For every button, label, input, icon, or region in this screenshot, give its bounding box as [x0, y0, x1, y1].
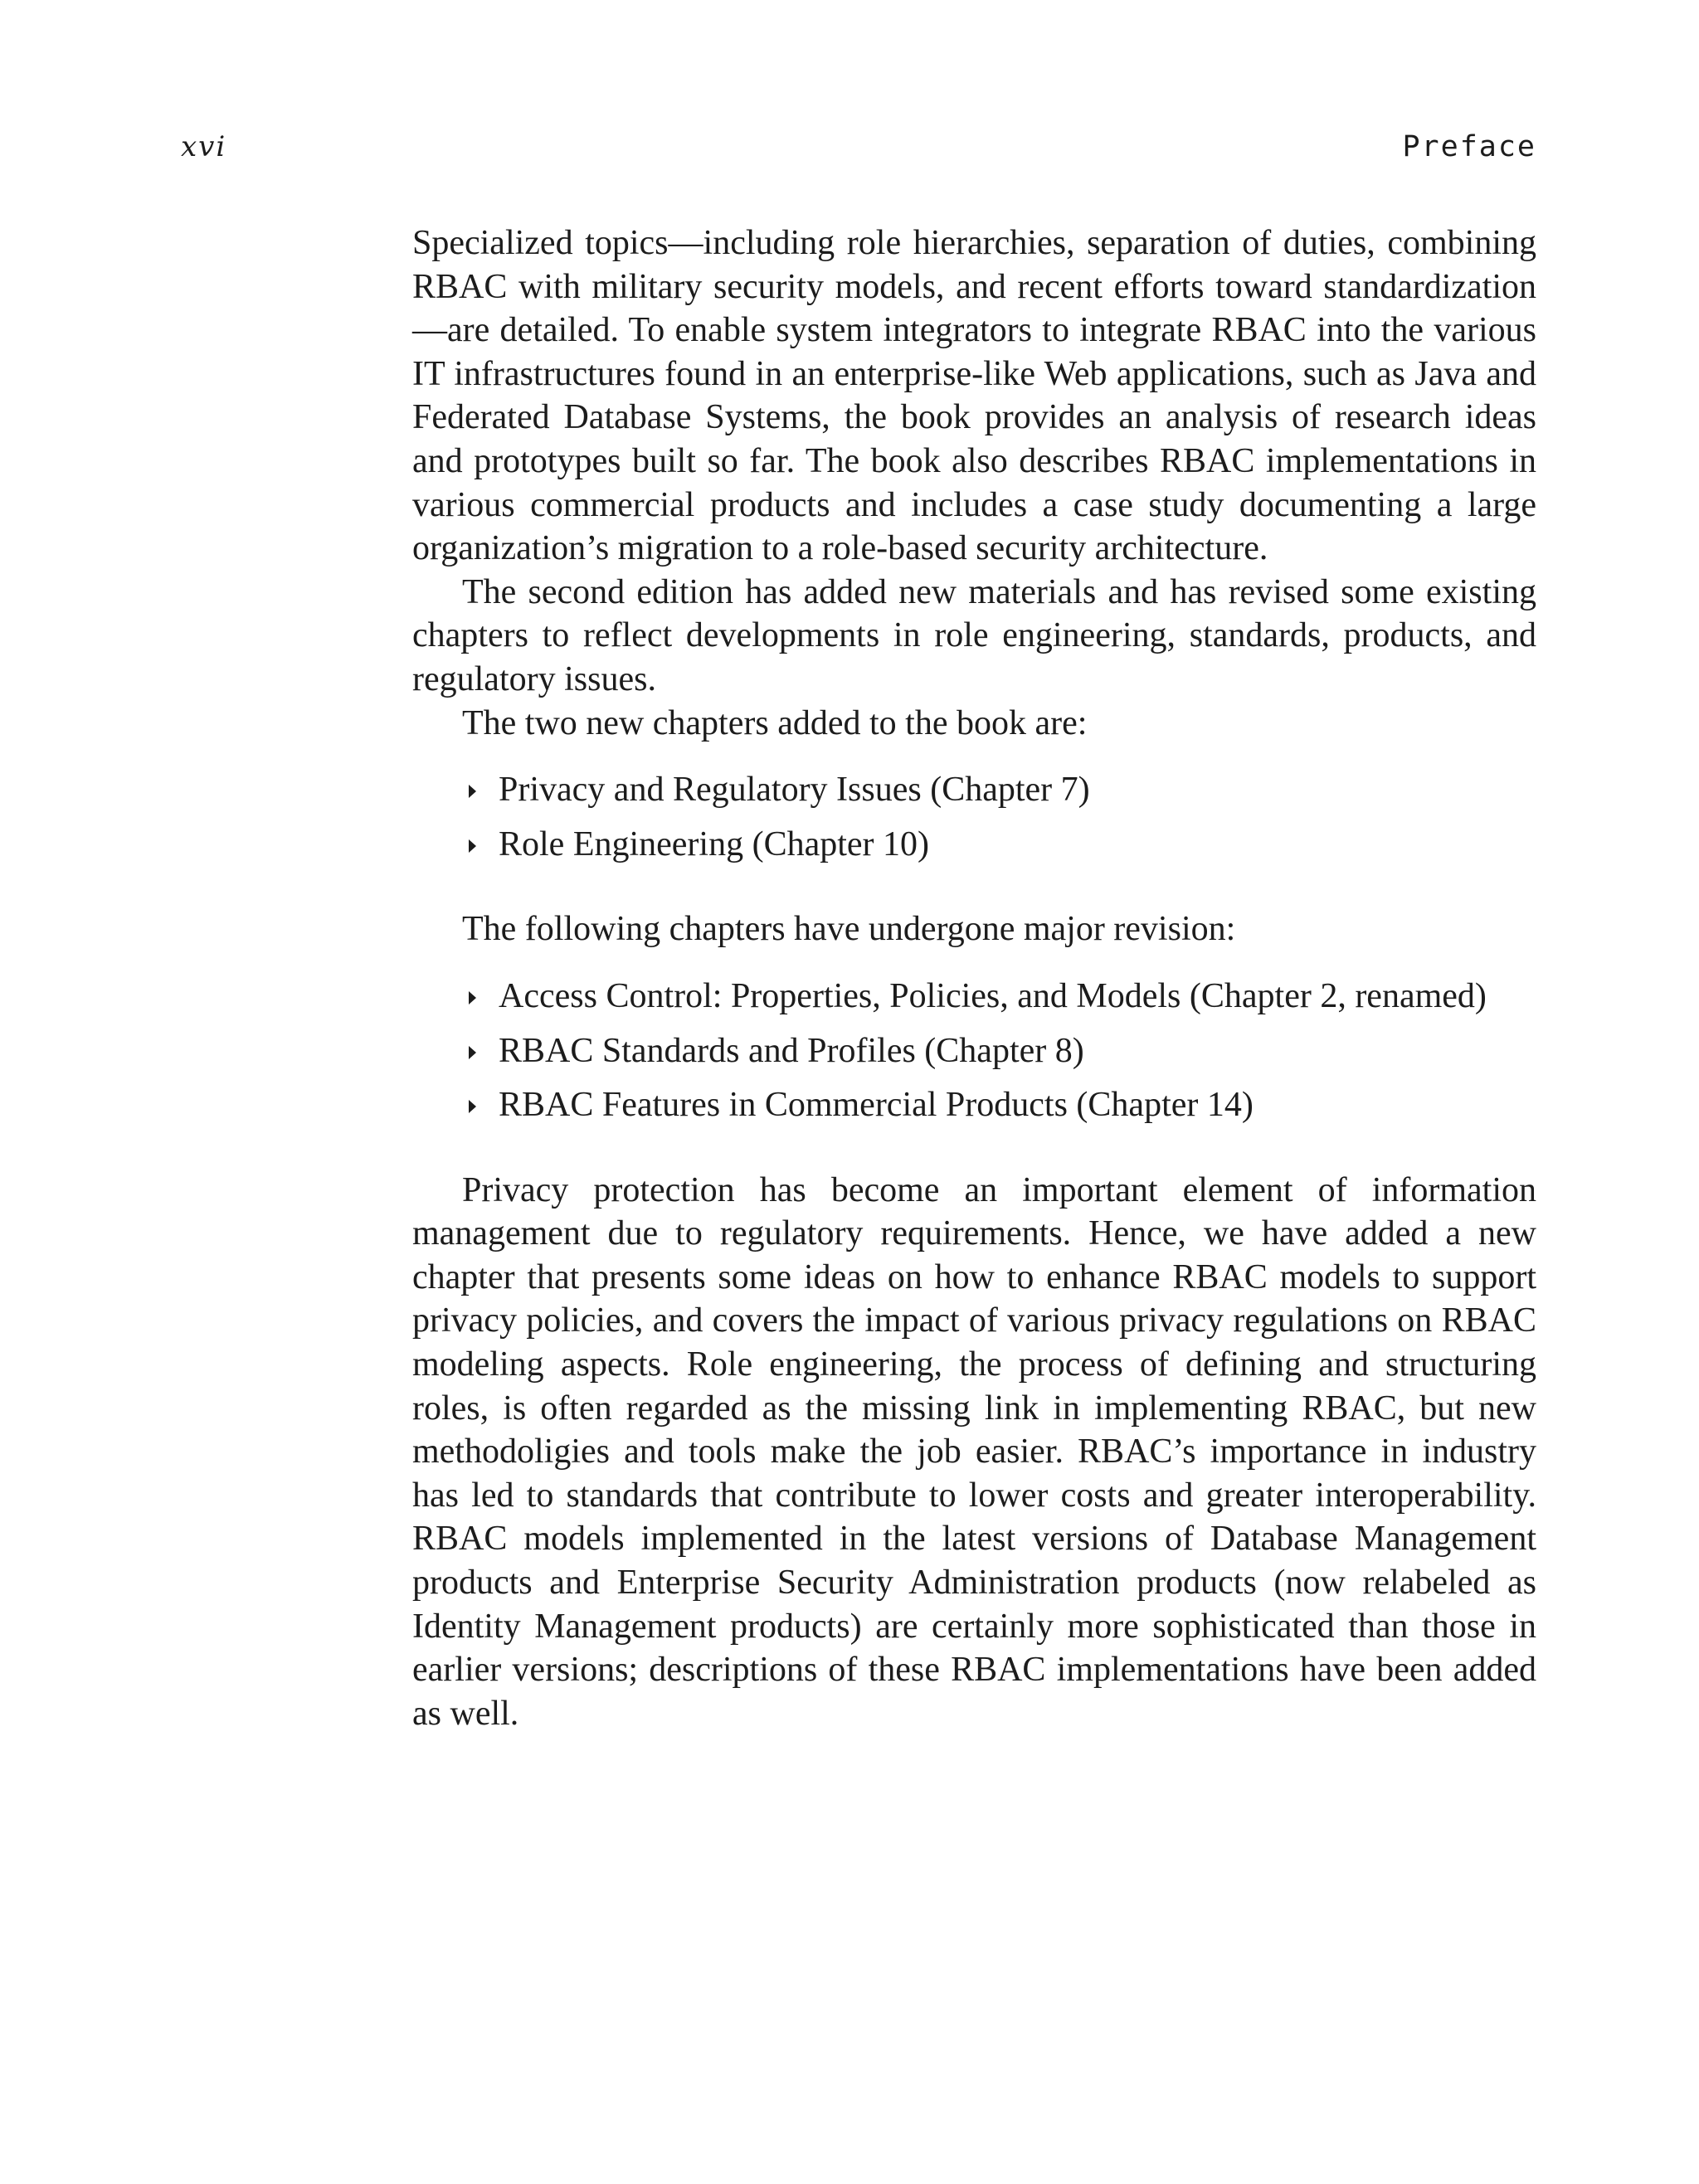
paragraph-privacy-protection: Privacy protection has become an important element of information management due to regulatory requirements. Hence, we have added a new chapter that presents some ideas on how to enhance RBAC models to support privacy policies, and covers the impact of various privacy regulations on RBAC modeling aspects. Role engineering, the process of defining and structuring roles, is often regarded as the missing link in implementing RBAC, but new methodoligies and tools make the job easier. RBAC’s importance in industry has led to standards that contribute to lower costs and greater interoperability. RBAC models implemented in the latest versions of Database Management products and Enterprise Security Administration products (now relabeled as Identity Management products) are certainly more sophisticated than those in earlier versions; descriptions of these RBAC implementations have been added as well.: [412, 1170, 1536, 1733]
list-item: [465, 823, 1536, 867]
list-item-text: RBAC Features in Commercial Products (Chapter 14): [499, 1086, 1254, 1125]
list-item: [465, 1083, 1536, 1127]
triangle-bullet-icon: [469, 785, 476, 798]
running-head: Preface: [1402, 130, 1536, 163]
list-item-text: Privacy and Regulatory Issues (Chapter 7): [499, 771, 1090, 810]
page-number: xvi: [181, 130, 227, 163]
list-item: [465, 975, 1536, 1019]
page-header: [181, 126, 1536, 168]
paragraph-specialized-topics: Specialized topics—including role hierarchies, separation of duties, combining RBAC with military security models, and recent efforts toward standardization—are detailed. To enable system integrators to integrate RBAC into the various IT infrastructures found in an enterprise-like Web applications, such as Java and Federated Database Systems, the book provides an analysis of research ideas and prototypes built so far. The book also describes RBAC implementations in various commercial products and includes a case study documenting a large organization’s migration to a role-based security architecture.: [412, 224, 1536, 568]
revised-chapters-intro: The following chapters have undergone major revision:: [462, 910, 1236, 949]
list-item-text: Access Control: Properties, Policies, and Models (Chapter 2, renamed): [499, 976, 1487, 1015]
list-item: [465, 1029, 1536, 1073]
new-chapters-list: [412, 768, 1536, 866]
triangle-bullet-icon: [469, 1046, 476, 1059]
paragraph-second-edition: The second edition has added new materials and has revised some existing chapters to reflect developments in role engineering, standards, products, and regulatory issues.: [412, 572, 1536, 698]
triangle-bullet-icon: [469, 991, 476, 1004]
list-item: [465, 768, 1536, 812]
list-item-text: Role Engineering (Chapter 10): [499, 824, 930, 863]
new-chapters-intro: The two new chapters added to the book are:: [462, 703, 1088, 742]
page-body: [412, 221, 1536, 1735]
revised-chapters-list: [412, 975, 1536, 1127]
triangle-bullet-icon: [469, 1100, 476, 1113]
triangle-bullet-icon: [469, 839, 476, 853]
list-item-text: RBAC Standards and Profiles (Chapter 8): [499, 1031, 1084, 1070]
